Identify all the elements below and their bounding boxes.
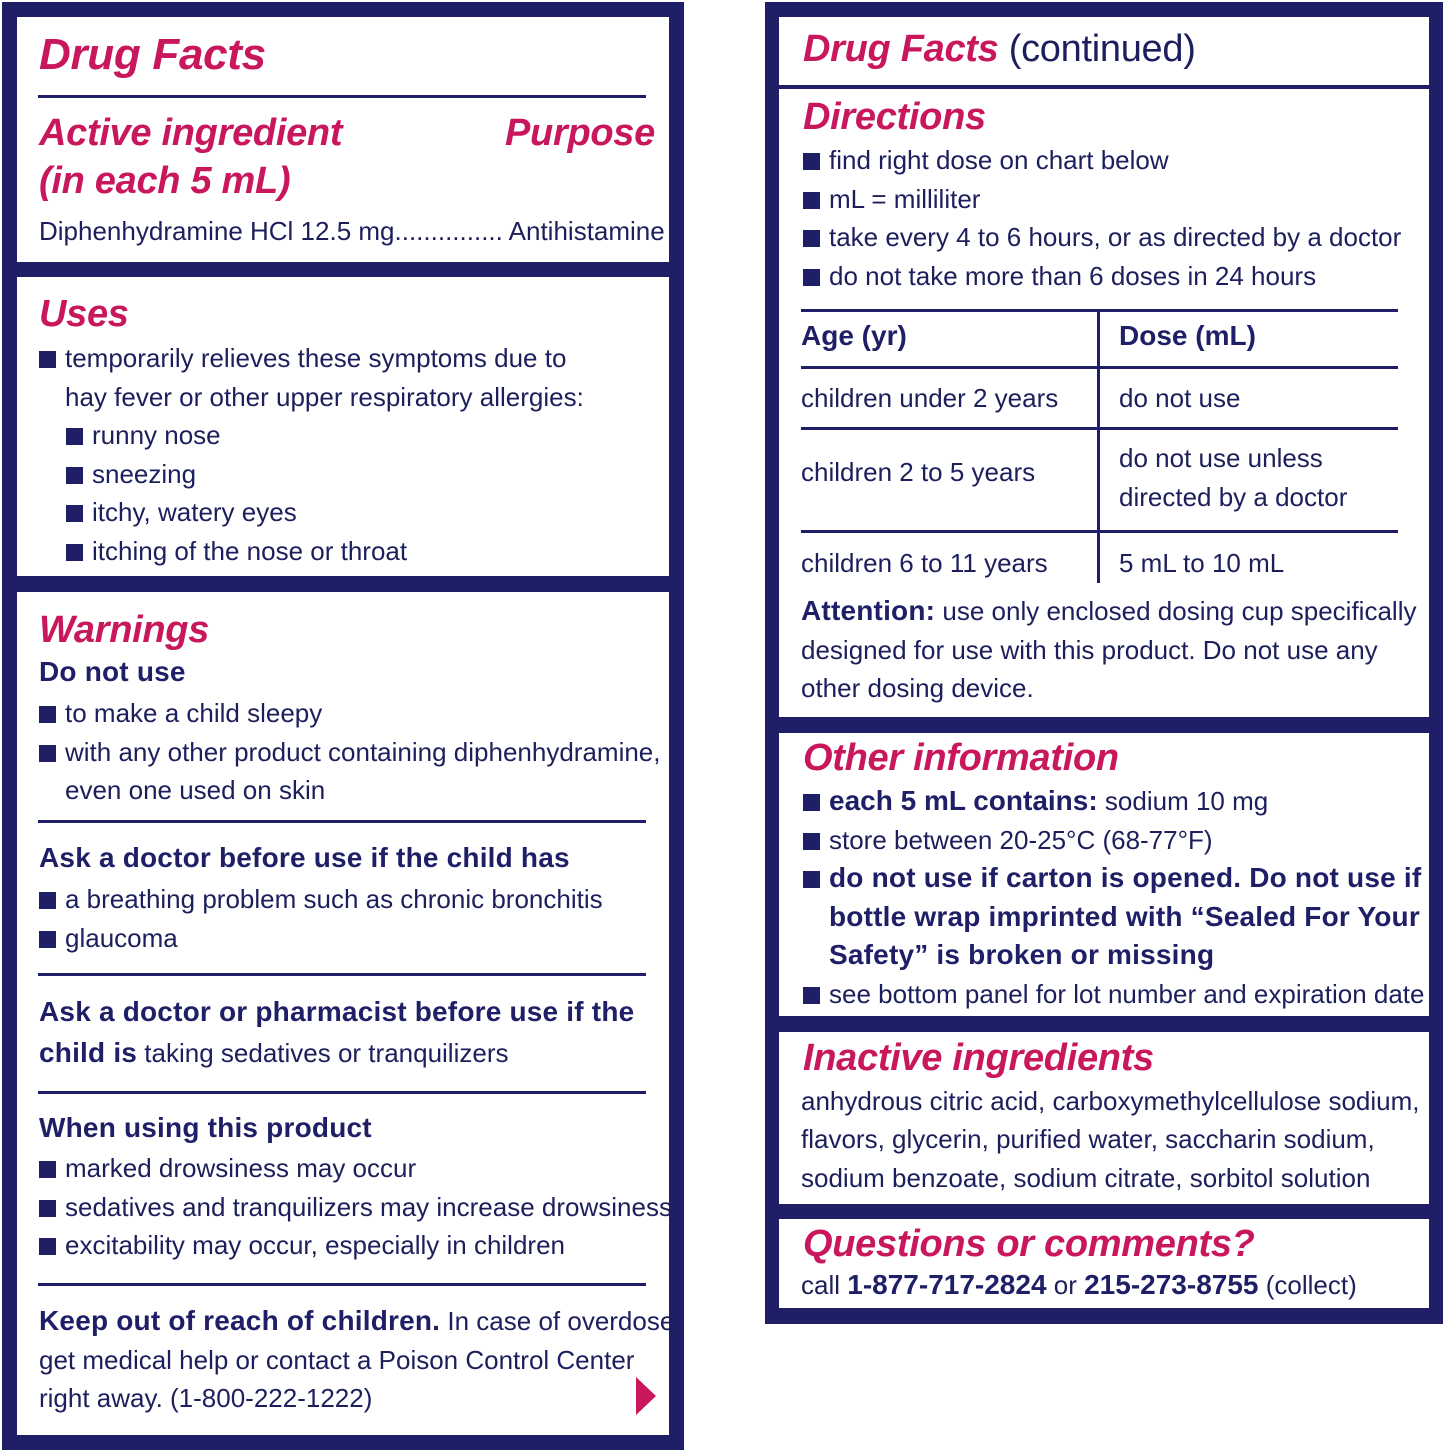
attention-line3: other dosing device.: [801, 673, 1034, 703]
bullet-icon: [803, 833, 820, 850]
bullet-icon: [39, 1238, 56, 1255]
list-item: marked drowsiness may occur: [39, 1149, 672, 1188]
list-item: to make a child sleepy: [39, 694, 661, 733]
inactive-ingredients-heading: Inactive ingredients: [803, 1037, 1154, 1079]
list-item: with any other product containing diphenhydramine,: [39, 733, 661, 772]
bullet-icon: [39, 1161, 56, 1178]
drug-facts-continued-title: Drug Facts (continued): [803, 28, 1196, 70]
list-item: runny nose: [66, 416, 407, 455]
bullet-icon: [39, 706, 56, 723]
list-item: mL = milliliter: [803, 180, 1401, 219]
bullet-icon: [803, 871, 820, 888]
list-item: each 5 mL contains: sodium 10 mg: [803, 782, 1425, 821]
bullet-icon: [39, 745, 56, 762]
bullet-icon: [803, 269, 820, 286]
drug-facts-title: Drug Facts: [39, 30, 266, 79]
bullet-icon: [803, 794, 820, 811]
do-not-use-list: [39, 694, 661, 810]
continue-arrow-icon: [636, 1377, 656, 1415]
list-item: store between 20-25°C (68-77°F): [803, 821, 1425, 860]
directions-heading: Directions: [803, 96, 986, 138]
list-item: a breathing problem such as chronic bronchitis: [39, 880, 603, 919]
bullet-icon: [803, 987, 820, 1004]
bullet-icon: [66, 505, 83, 522]
ingredient-row: Diphenhydramine HCl 12.5 mg............... Antihistamine: [39, 216, 665, 246]
list-item: find right dose on chart below: [803, 141, 1401, 180]
inactive-line3: sodium benzoate, sodium citrate, sorbitol solution: [801, 1163, 1371, 1193]
list-item: glaucoma: [39, 919, 603, 958]
other-information-list: [803, 782, 1425, 1013]
bullet-icon: [66, 428, 83, 445]
bullet-icon: [66, 467, 83, 484]
bullet-icon: [39, 351, 56, 368]
bullet-icon: [39, 892, 56, 909]
ask-pharmacist-text: child is taking sedatives or tranquilizers: [39, 1037, 509, 1068]
list-item: temporarily relieves these symptoms due to: [39, 339, 584, 378]
list-item: even one used on skin: [65, 775, 326, 805]
list-item: itching of the nose or throat: [66, 532, 407, 571]
attention-line2: designed for use with this product. Do not use any: [801, 635, 1378, 665]
divider: [38, 95, 646, 98]
table-cell-age: children under 2 years: [801, 383, 1059, 413]
list-item: sedatives and tranquilizers may increase drowsiness: [39, 1188, 672, 1227]
keep-out-line3: right away. (1-800-222-1222): [39, 1383, 373, 1413]
dose-table: [801, 309, 1398, 583]
list-item: bottle wrap imprinted with “Sealed For Your: [829, 900, 1420, 932]
ask-doctor-list: [39, 880, 603, 957]
uses-list: [39, 339, 584, 416]
when-using-list: [39, 1149, 672, 1265]
warnings-heading: Warnings: [39, 609, 210, 651]
symptoms-list: [66, 416, 407, 570]
uses-heading: Uses: [39, 293, 129, 335]
table-cell-dose: do not use: [1119, 383, 1241, 413]
table-cell-age: children 6 to 11 years: [801, 548, 1048, 578]
list-item: do not take more than 6 doses in 24 hours: [803, 257, 1401, 296]
table-cell-dose: do not use unless: [1119, 443, 1323, 473]
ask-pharmacist-heading: Ask a doctor or pharmacist before use if the: [39, 996, 635, 1027]
table-cell-age: children 2 to 5 years: [801, 457, 1036, 487]
divider: [38, 1091, 646, 1094]
table-cell-dose: 5 mL to 10 mL: [1119, 548, 1285, 578]
inactive-line2: flavors, glycerin, purified water, saccharin sodium,: [801, 1124, 1375, 1154]
when-using-heading: When using this product: [39, 1112, 372, 1143]
ask-doctor-heading: Ask a doctor before use if the child has: [39, 842, 570, 873]
bullet-icon: [39, 1200, 56, 1217]
directions-list: [803, 141, 1401, 295]
questions-call-line: call 1-877-717-2824 or 215-273-8755 (collect): [801, 1269, 1357, 1300]
active-ingredient-heading: Active ingredient: [39, 112, 343, 154]
list-item: see bottom panel for lot number and expiration date: [803, 975, 1425, 1014]
inactive-line1: anhydrous citric acid, carboxymethylcellulose sodium,: [801, 1086, 1420, 1116]
table-column-rule: [1097, 309, 1100, 583]
list-item: Safety” is broken or missing: [829, 939, 1215, 970]
purpose-heading: Purpose: [505, 112, 655, 154]
list-item: itchy, watery eyes: [66, 493, 407, 532]
divider: [38, 1283, 646, 1286]
attention-line1: Attention: use only enclosed dosing cup specifically: [801, 595, 1417, 626]
divider: [38, 820, 646, 823]
questions-heading: Questions or comments?: [803, 1223, 1255, 1265]
list-item: hay fever or other upper respiratory allergies:: [65, 381, 584, 412]
bullet-icon: [66, 544, 83, 561]
bullet-icon: [39, 931, 56, 948]
keep-out-line1: Keep out of reach of children. In case of overdose,: [39, 1305, 682, 1336]
keep-out-line2: get medical help or contact a Poison Control Center: [39, 1345, 635, 1375]
table-header-age: Age (yr): [801, 320, 907, 351]
divider: [38, 973, 646, 976]
list-item: take every 4 to 6 hours, or as directed by a doctor: [803, 218, 1401, 257]
bullet-icon: [803, 153, 820, 170]
list-item: excitability may occur, especially in children: [39, 1226, 672, 1265]
bullet-icon: [803, 192, 820, 209]
do-not-use-heading: Do not use: [39, 656, 186, 687]
bullet-icon: [803, 230, 820, 247]
table-cell-dose-cont: directed by a doctor: [1119, 482, 1348, 512]
other-information-heading: Other information: [803, 737, 1119, 779]
table-header-dose: Dose (mL): [1119, 320, 1256, 351]
list-item: sneezing: [66, 455, 407, 494]
active-ingredient-subheading: (in each 5 mL): [39, 160, 291, 202]
list-item: do not use if carton is opened. Do not use if: [803, 859, 1425, 898]
